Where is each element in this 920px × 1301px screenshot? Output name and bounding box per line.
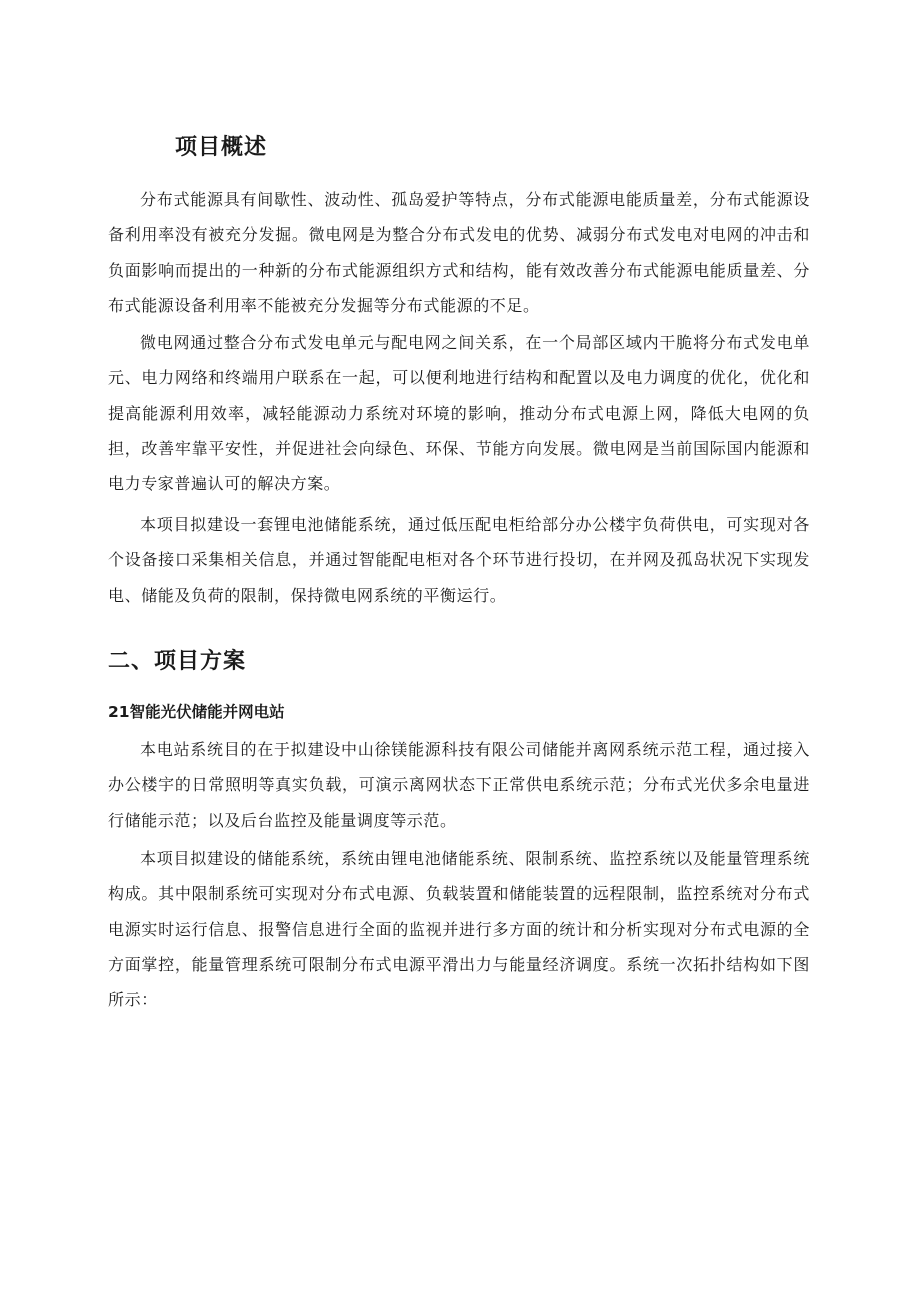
subsection-title-pv-storage: 21智能光伏储能并网电站	[108, 703, 285, 721]
section-title-overview: 项目概述	[175, 135, 268, 160]
overview-paragraph-3: 本项目拟建设一套锂电池储能系统，通过低压配电柜给部分办公楼宇负荷供电，可实现对各个设备接口采集相关信息，并通过智能配电柜对各个环节进行投切，在并网及孤岛状况下实现发电、储能及负荷的限制，保持微电网系统的平衡运行。	[108, 515, 810, 605]
overview-paragraph-1: 分布式能源具有间歇性、波动性、孤岛爱护等特点，分布式能源电能质量差，分布式能源设备利用率没有被充分发掘。微电网是为整合分布式发电的优势、减弱分布式发电对电网的冲击和负面影响而提出的一种新的分布式能源组织方式和结构，能有效改善分布式能源电能质量差、分布式能源设备利用率不能被充分发掘等分布式能源的不足。	[108, 190, 810, 315]
plan-paragraph-1: 本电站系统目的在于拟建设中山徐镁能源科技有限公司储能并离网系统示范工程，通过接入办公楼宇的日常照明等真实负载，可演示离网状态下正常供电系统示范；分布式光伏多余电量进行储能示范；以及后台监控及能量调度等示范。	[108, 740, 810, 830]
plan-paragraph-2: 本项目拟建设的储能系统，系统由锂电池储能系统、限制系统、监控系统以及能量管理系统构成。其中限制系统可实现对分布式电源、负载装置和储能装置的远程限制，监控系统对分布式电源实时运行信息、报警信息进行全面的监视并进行多方面的统计和分析实现对分布式电源的全方面掌控，能量管理系统可限制分布式电源平滑出力与能量经济调度。系统一次拓扑结构如下图所示：	[108, 849, 810, 1010]
section-title-plan: 二、项目方案	[108, 649, 247, 674]
overview-paragraph-2: 微电网通过整合分布式发电单元与配电网之间关系，在一个局部区域内干脆将分布式发电单元、电力网络和终端用户联系在一起，可以便利地进行结构和配置以及电力调度的优化，优化和提高能源利用效率，减轻能源动力系统对环境的影响，推动分布式电源上网，降低大电网的负担，改善牢靠平安性，并促进社会向绿色、环保、节能方向发展。微电网是当前国际国内能源和电力专家普遍认可的解决方案。	[108, 333, 810, 494]
